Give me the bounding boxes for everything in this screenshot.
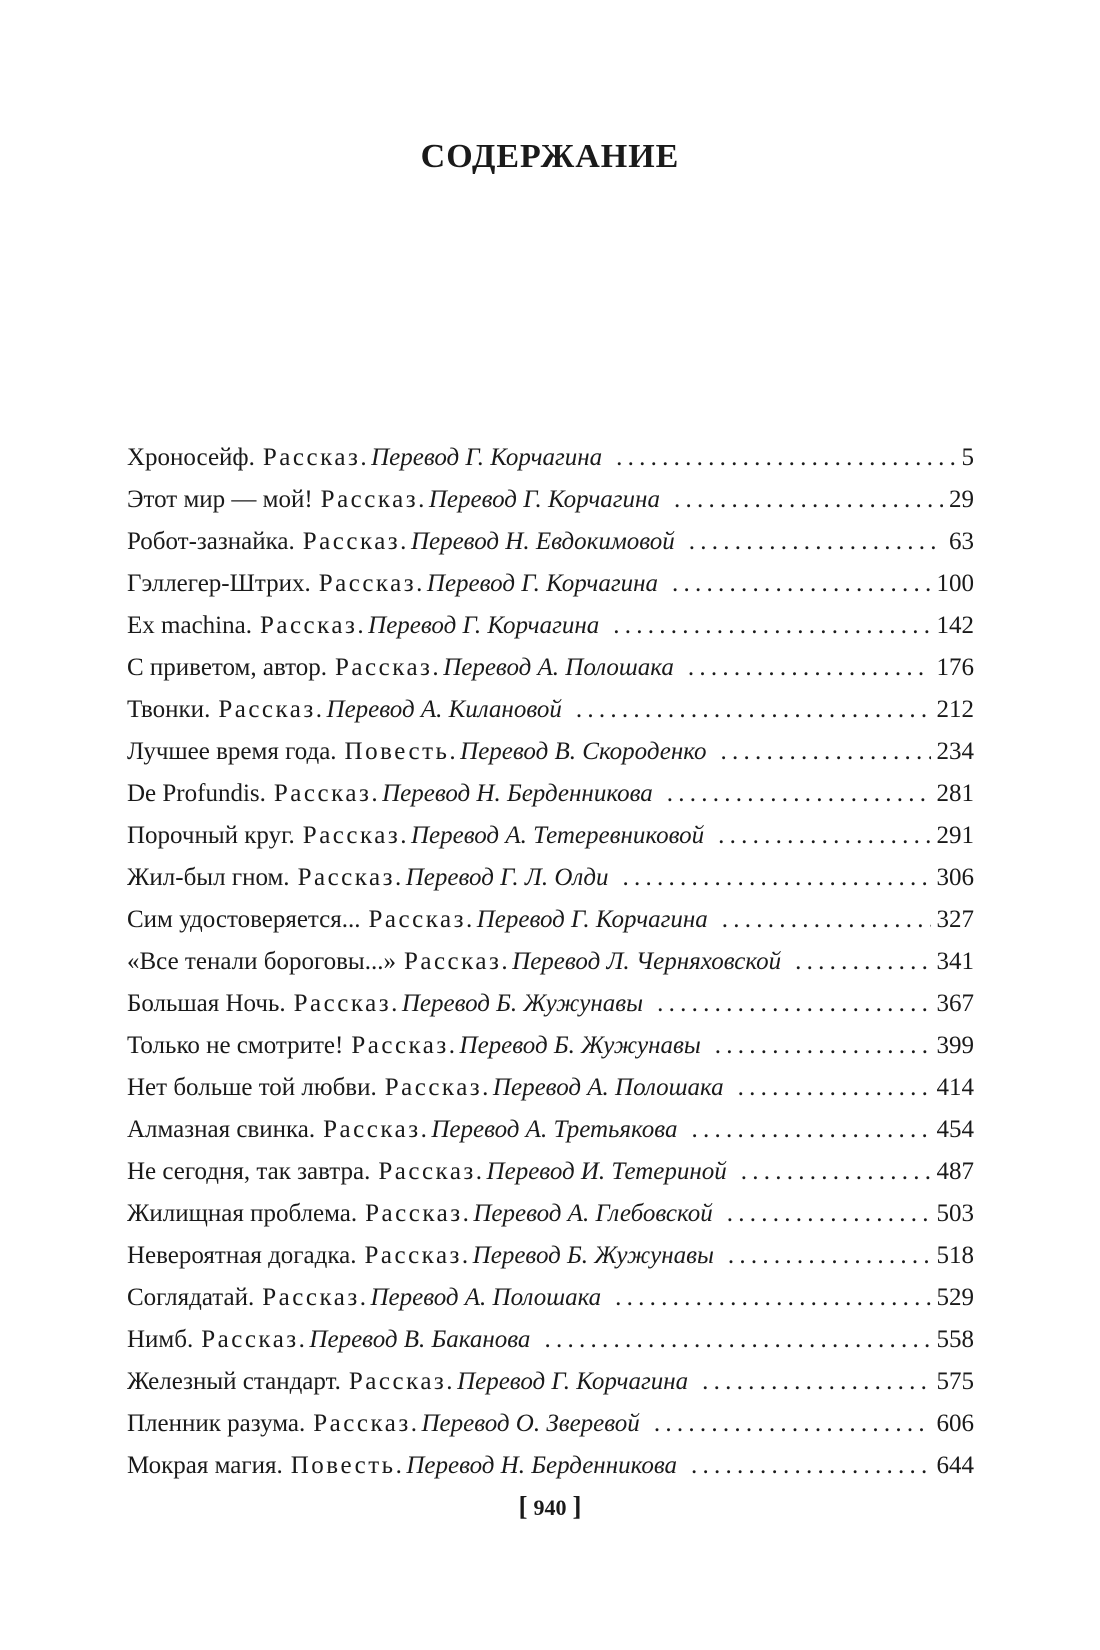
entry-translator: Перевод Б. Жужунавы [472,1242,714,1269]
toc-entry[interactable] [127,647,974,689]
dot-leader [691,1109,930,1151]
dot-leader [718,815,930,857]
entry-translator: Перевод Л. Черняховской [512,948,782,975]
toc-entry[interactable] [127,1277,974,1319]
entry-translator: Перевод Н. Евдокимовой [410,528,675,555]
toc-entry[interactable] [127,941,974,983]
dot-leader [702,1361,930,1403]
entry-translator: Перевод А. Полошака [492,1074,724,1101]
entry-title: Ex machina. [127,612,252,639]
entry-translator: Перевод Н. Берденникова [382,780,653,807]
entry-page-number: 558 [936,1326,974,1353]
entry-genre: Рассказ. [403,948,511,975]
dot-leader [688,647,931,689]
entry-genre: Рассказ. [348,1368,456,1395]
folio-number: 940 [533,1495,567,1520]
toc-entry[interactable] [127,689,974,731]
entry-page-number: 518 [936,1242,974,1269]
entry-page-number: 341 [936,948,974,975]
dot-leader [657,983,930,1025]
entry-genre: Рассказ. [351,1032,458,1059]
page-folio [0,1491,1100,1522]
entry-page-number: 234 [936,738,974,765]
toc-entry[interactable] [127,899,974,941]
entry-translator: Перевод А. Третьякова [431,1116,678,1143]
entry-page-number: 644 [936,1452,974,1479]
entry-page-number: 5 [961,444,974,471]
dot-leader [654,1403,931,1445]
entry-page-number: 100 [936,570,974,597]
entry-title: Жил-был гном. [127,864,290,891]
toc-entry[interactable] [127,605,974,647]
entry-genre: Рассказ. [318,570,425,597]
entry-page-number: 306 [936,864,974,891]
toc-entry[interactable] [127,1193,974,1235]
entry-translator: Перевод И. Тетериной [486,1158,727,1185]
toc-entry[interactable] [127,521,974,563]
entry-page-number: 575 [936,1368,974,1395]
entry-title: Порочный круг. [127,822,295,849]
dot-leader [667,773,931,815]
entry-genre: Рассказ. [201,1326,308,1353]
entry-genre: Рассказ. [368,906,475,933]
dot-leader [622,857,930,899]
entry-title: Невероятная догадка. [127,1242,357,1269]
entry-title: Жилищная проблема. [127,1200,358,1227]
entry-translator: Перевод А. Полошака [443,654,674,681]
entry-title: Железный стандарт. [127,1368,341,1395]
entry-translator: Перевод Г. Л. Олди [405,864,609,891]
entry-genre: Рассказ. [273,780,381,807]
entry-title: Мокрая магия. [127,1452,283,1479]
entry-translator: Перевод А. Глебовской [473,1200,713,1227]
entry-title: Большая Ночь. [127,990,286,1017]
entry-title: Робот-зазнайка. [127,528,295,555]
dot-leader [576,689,931,731]
folio-bracket-open: [ [518,1491,528,1521]
entry-translator: Перевод А. Килановой [326,696,562,723]
toc-entry[interactable] [127,815,974,857]
entry-translator: Перевод Б. Жужунавы [459,1032,701,1059]
entry-genre: Рассказ. [364,1242,471,1269]
dot-leader [741,1151,931,1193]
entry-page-number: 327 [936,906,974,933]
entry-title: Этот мир — мой! [127,486,313,513]
dot-leader [738,1067,931,1109]
dot-leader [691,1445,930,1487]
entry-page-number: 142 [936,612,974,639]
entry-title: Алмазная свинка. [127,1116,316,1143]
entry-genre: Рассказ. [262,444,370,471]
entry-translator: Перевод Н. Берденникова [406,1452,678,1479]
toc-entry[interactable] [127,1319,974,1361]
entry-translator: Перевод Г. Корчагина [371,444,603,471]
entry-title: Только не смотрите! [127,1032,344,1059]
entry-title: Лучшее время года. [127,738,337,765]
folio-bracket-close: ] [572,1491,582,1521]
toc-entry[interactable] [127,983,974,1025]
entry-translator: Перевод Г. Корчагина [476,906,708,933]
entry-translator: Перевод А. Тетеревниковой [410,822,705,849]
entry-translator: Перевод Г. Корчагина [368,612,600,639]
toc-entry[interactable] [127,437,974,479]
toc-entry[interactable] [127,1445,974,1487]
toc-entry[interactable] [127,731,974,773]
entry-title: Соглядатай. [127,1284,255,1311]
entry-translator: Перевод А. Полошака [370,1284,602,1311]
entry-translator: Перевод Г. Корчагина [428,486,660,513]
toc-entry[interactable] [127,773,974,815]
entry-genre: Рассказ. [335,654,442,681]
toc-entry[interactable] [127,563,974,605]
entry-genre: Рассказ. [365,1200,472,1227]
toc-entry[interactable] [127,1067,974,1109]
entry-translator: Перевод Г. Корчагина [426,570,658,597]
entry-page-number: 29 [949,486,974,513]
toc-entry[interactable] [127,1151,974,1193]
toc-entry[interactable] [127,1025,974,1067]
entry-genre: Рассказ. [259,612,367,639]
entry-translator: Перевод Б. Жужунавы [401,990,644,1017]
entry-genre: Повесть. [344,738,459,765]
entry-title: С приветом, автор. [127,654,327,681]
entry-genre: Рассказ. [262,1284,369,1311]
dot-leader [613,605,930,647]
toc-entry[interactable] [127,479,974,521]
entry-page-number: 414 [936,1074,974,1101]
entry-genre: Рассказ. [302,822,409,849]
entry-genre: Рассказ. [218,696,325,723]
toc-entry[interactable] [127,1403,974,1445]
dot-leader [674,479,943,521]
entry-page-number: 291 [936,822,974,849]
entry-genre: Рассказ. [378,1158,485,1185]
entry-genre: Рассказ. [293,990,400,1017]
entry-genre: Рассказ. [384,1074,491,1101]
entry-genre: Повесть. [290,1452,405,1479]
entry-genre: Рассказ. [320,486,427,513]
toc-entry[interactable] [127,1235,974,1277]
entry-page-number: 212 [936,696,974,723]
table-of-contents [127,437,974,1487]
entry-title: Гэллегер-Штрих. [127,570,311,597]
entry-page-number: 487 [936,1158,974,1185]
dot-leader [728,1235,931,1277]
entry-title: Твонки. [127,696,211,723]
dot-leader [615,1277,930,1319]
entry-page-number: 399 [936,1032,974,1059]
page-title: СОДЕРЖАНИЕ [420,138,680,175]
dot-leader [544,1319,930,1361]
entry-translator: Перевод О. Зверевой [421,1410,640,1437]
entry-genre: Рассказ. [313,1410,420,1437]
entry-page-number: 63 [949,528,974,555]
entry-page-number: 176 [936,654,974,681]
entry-genre: Рассказ. [297,864,404,891]
entry-genre: Рассказ. [302,528,409,555]
entry-title: Хроносейф. [127,444,255,471]
entry-title: Сим удостоверяется... [127,906,361,933]
entry-genre: Рассказ. [323,1116,430,1143]
entry-title: Нет больше той любви. [127,1074,377,1101]
entry-title: De Profundis. [127,780,266,807]
entry-page-number: 529 [936,1284,974,1311]
dot-leader [722,899,931,941]
entry-title: Не сегодня, так завтра. [127,1158,371,1185]
dot-leader [616,437,955,479]
entry-page-number: 454 [936,1116,974,1143]
entry-title: «Все тенали бороговы...» [127,948,396,975]
toc-entry[interactable] [127,1361,974,1403]
dot-leader [727,1193,931,1235]
toc-entry[interactable] [127,1109,974,1151]
dot-leader [672,563,931,605]
entry-page-number: 281 [936,780,974,807]
dot-leader [689,521,943,563]
entry-translator: Перевод Г. Корчагина [457,1368,689,1395]
entry-page-number: 606 [936,1410,974,1437]
toc-entry[interactable] [127,857,974,899]
entry-title: Нимб. [127,1326,194,1353]
entry-title: Пленник разума. [127,1410,306,1437]
entry-page-number: 503 [936,1200,974,1227]
entry-translator: Перевод В. Скороденко [460,738,707,765]
dot-leader [715,1025,931,1067]
entry-page-number: 367 [936,990,974,1017]
entry-translator: Перевод В. Баканова [309,1326,531,1353]
dot-leader [795,941,930,983]
dot-leader [721,731,931,773]
